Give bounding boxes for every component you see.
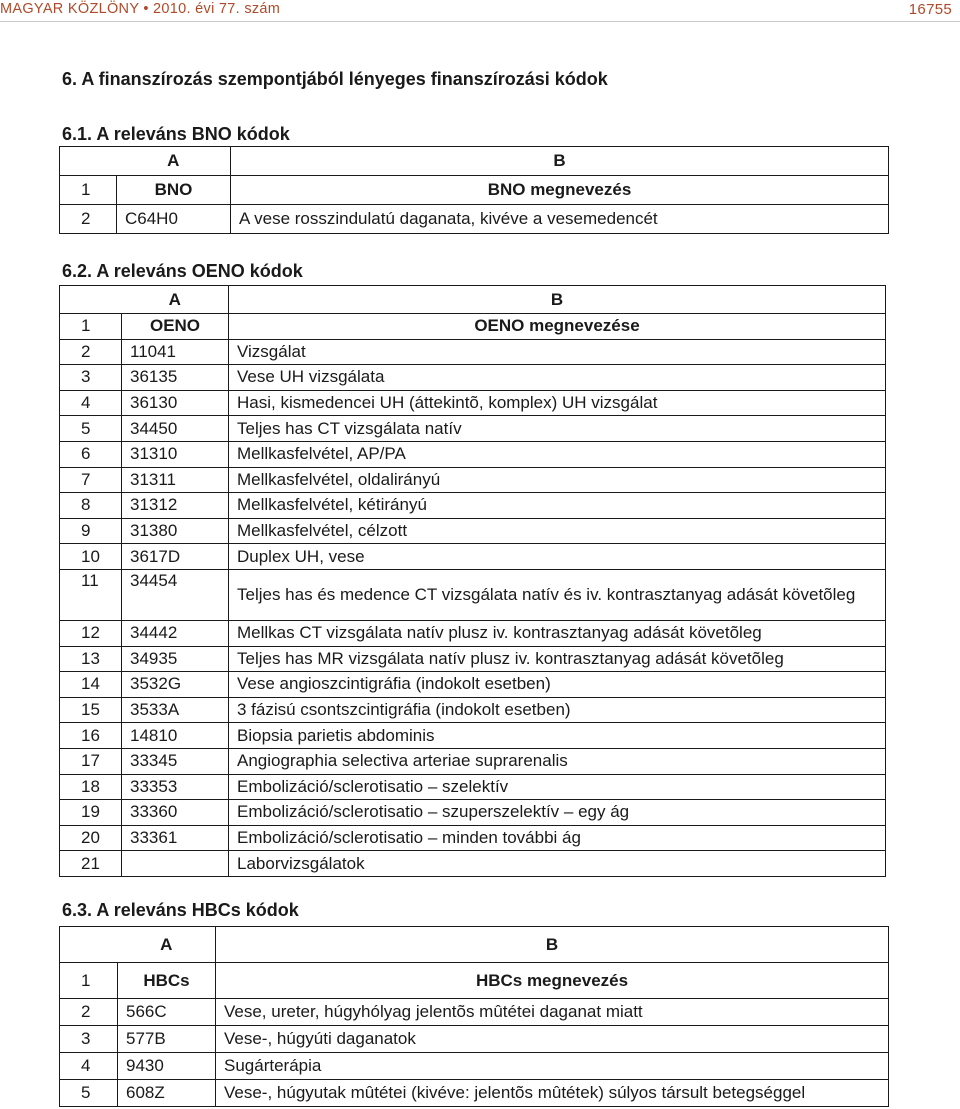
page-number: 16755 bbox=[908, 1, 952, 18]
oeno-column-header-row bbox=[60, 286, 886, 314]
row-number: 6 bbox=[60, 441, 122, 467]
bno-table bbox=[59, 146, 889, 234]
row-name: Embolizáció/sclerotisatio – szelektív bbox=[229, 774, 886, 800]
row-name: Teljes has és medence CT vizsgálata natív és iv. kontrasztanyag adását követõleg bbox=[229, 569, 886, 620]
hbcs-column-header-row bbox=[60, 927, 889, 963]
table-row bbox=[60, 999, 889, 1026]
row-number-header bbox=[60, 147, 117, 176]
row-code: 34450 bbox=[122, 416, 229, 442]
row-name: Mellkasfelvétel, kétirányú bbox=[229, 493, 886, 519]
row-number: 2 bbox=[60, 339, 122, 365]
row-code: 3532G bbox=[122, 672, 229, 698]
row-code: 9430 bbox=[118, 1053, 216, 1080]
row-number: 2 bbox=[60, 205, 117, 234]
row-name: Embolizáció/sclerotisatio – minden további ág bbox=[229, 825, 886, 851]
row-number: 4 bbox=[60, 390, 122, 416]
table-row bbox=[60, 748, 886, 774]
table-row bbox=[60, 672, 886, 698]
row-name: Embolizáció/sclerotisatio – szuperszelektív – egy ág bbox=[229, 800, 886, 826]
oeno-table-title: 6.2. A releváns OENO kódok bbox=[62, 261, 303, 281]
table-row bbox=[60, 620, 886, 646]
code-column-label: HBCs bbox=[118, 963, 216, 999]
row-number: 5 bbox=[60, 416, 122, 442]
row-number: 10 bbox=[60, 544, 122, 570]
row-number: 9 bbox=[60, 518, 122, 544]
row-number: 16 bbox=[60, 723, 122, 749]
table-row bbox=[60, 1053, 889, 1080]
row-name: Vese angioszcintigráfia (indokolt esetben) bbox=[229, 672, 886, 698]
table-row bbox=[60, 1080, 889, 1107]
page-header bbox=[0, 0, 960, 20]
table-row bbox=[60, 723, 886, 749]
header-rule bbox=[0, 21, 960, 22]
row-number: 20 bbox=[60, 825, 122, 851]
row-number: 1 bbox=[60, 314, 122, 340]
row-number: 21 bbox=[60, 851, 122, 877]
row-name: Biopsia parietis abdominis bbox=[229, 723, 886, 749]
row-name: 3 fázisú csontszcintigráfia (indokolt esetben) bbox=[229, 697, 886, 723]
row-number: 15 bbox=[60, 697, 122, 723]
section-title: 6. A finanszírozás szempontjából lényeges finanszírozási kódok bbox=[62, 69, 608, 89]
row-number: 17 bbox=[60, 748, 122, 774]
row-name: Hasi, kismedencei UH (áttekintõ, komplex) UH vizsgálat bbox=[229, 390, 886, 416]
row-code: 14810 bbox=[122, 723, 229, 749]
row-code: 31310 bbox=[122, 441, 229, 467]
row-name: Vizsgálat bbox=[229, 339, 886, 365]
row-code: 3617D bbox=[122, 544, 229, 570]
hbcs-table bbox=[59, 926, 889, 1107]
table-row bbox=[60, 825, 886, 851]
table-row bbox=[60, 774, 886, 800]
bno-column-header-row bbox=[60, 147, 889, 176]
row-number: 5 bbox=[60, 1080, 118, 1107]
table-row bbox=[60, 365, 886, 391]
table-row bbox=[60, 441, 886, 467]
table-row bbox=[60, 697, 886, 723]
row-code: 33345 bbox=[122, 748, 229, 774]
row-name: Laborvizsgálatok bbox=[229, 851, 886, 877]
row-code: 33353 bbox=[122, 774, 229, 800]
row-code: 34935 bbox=[122, 646, 229, 672]
row-number: 13 bbox=[60, 646, 122, 672]
row-number: 12 bbox=[60, 620, 122, 646]
hbcs-field-header-row bbox=[60, 963, 889, 999]
row-name: Mellkasfelvétel, AP/PA bbox=[229, 441, 886, 467]
row-name: Mellkasfelvétel, célzott bbox=[229, 518, 886, 544]
row-number: 2 bbox=[60, 999, 118, 1026]
column-b-header: B bbox=[231, 147, 889, 176]
row-name: Vese-, húgyúti daganatok bbox=[216, 1026, 889, 1053]
row-number: 3 bbox=[60, 365, 122, 391]
table-row bbox=[60, 493, 886, 519]
row-name: Mellkas CT vizsgálata natív plusz iv. kontrasztanyag adását követõleg bbox=[229, 620, 886, 646]
row-number: 7 bbox=[60, 467, 122, 493]
row-number-header bbox=[60, 286, 122, 314]
column-a-header: A bbox=[118, 927, 216, 963]
row-number: 1 bbox=[60, 176, 117, 205]
column-a-header: A bbox=[117, 147, 231, 176]
bno-field-header-row bbox=[60, 176, 889, 205]
row-name: Angiographia selectiva arteriae suprarenalis bbox=[229, 748, 886, 774]
row-name: Sugárterápia bbox=[216, 1053, 889, 1080]
row-number: 18 bbox=[60, 774, 122, 800]
row-name: Vese, ureter, húgyhólyag jelentõs mûtétei daganat miatt bbox=[216, 999, 889, 1026]
table-row bbox=[60, 569, 886, 620]
table-row bbox=[60, 851, 886, 877]
name-column-label: OENO megnevezése bbox=[229, 314, 886, 340]
oeno-table bbox=[59, 285, 886, 877]
row-code: 31380 bbox=[122, 518, 229, 544]
table-row bbox=[60, 518, 886, 544]
row-code bbox=[122, 851, 229, 877]
row-name: Mellkasfelvétel, oldalirányú bbox=[229, 467, 886, 493]
row-code: 11041 bbox=[122, 339, 229, 365]
row-name: Teljes has CT vizsgálata natív bbox=[229, 416, 886, 442]
table-row bbox=[60, 544, 886, 570]
row-number: 3 bbox=[60, 1026, 118, 1053]
row-code: 34442 bbox=[122, 620, 229, 646]
row-code: 33361 bbox=[122, 825, 229, 851]
row-code: 566C bbox=[118, 999, 216, 1026]
row-number: 19 bbox=[60, 800, 122, 826]
publication-title: MAGYAR KÖZLÖNY • 2010. évi 77. szám bbox=[0, 1, 281, 17]
hbcs-table-title: 6.3. A releváns HBCs kódok bbox=[62, 900, 299, 920]
row-code: 33360 bbox=[122, 800, 229, 826]
row-code: 36135 bbox=[122, 365, 229, 391]
table-row bbox=[60, 390, 886, 416]
row-name: A vese rosszindulatú daganata, kivéve a vesemedencét bbox=[231, 205, 889, 234]
row-number: 4 bbox=[60, 1053, 118, 1080]
column-b-header: B bbox=[216, 927, 889, 963]
row-code: 34454 bbox=[122, 569, 229, 620]
bno-table-title: 6.1. A releváns BNO kódok bbox=[62, 124, 290, 144]
table-row bbox=[60, 205, 889, 234]
row-number: 8 bbox=[60, 493, 122, 519]
row-code: C64H0 bbox=[117, 205, 231, 234]
row-number: 1 bbox=[60, 963, 118, 999]
row-name: Vese-, húgyutak mûtétei (kivéve: jelentõs mûtétek) súlyos társult betegséggel bbox=[216, 1080, 889, 1107]
table-row bbox=[60, 1026, 889, 1053]
row-name: Duplex UH, vese bbox=[229, 544, 886, 570]
row-code: 31312 bbox=[122, 493, 229, 519]
table-row bbox=[60, 416, 886, 442]
row-number: 11 bbox=[60, 569, 122, 620]
table-row bbox=[60, 646, 886, 672]
row-code: 3533A bbox=[122, 697, 229, 723]
row-code: 608Z bbox=[118, 1080, 216, 1107]
column-a-header: A bbox=[122, 286, 229, 314]
table-row bbox=[60, 467, 886, 493]
row-code: 577B bbox=[118, 1026, 216, 1053]
code-column-label: BNO bbox=[117, 176, 231, 205]
row-number: 14 bbox=[60, 672, 122, 698]
row-code: 36130 bbox=[122, 390, 229, 416]
table-row bbox=[60, 800, 886, 826]
row-name: Teljes has MR vizsgálata natív plusz iv. kontrasztanyag adását követõleg bbox=[229, 646, 886, 672]
name-column-label: HBCs megnevezés bbox=[216, 963, 889, 999]
table-row bbox=[60, 339, 886, 365]
oeno-field-header-row bbox=[60, 314, 886, 340]
row-name: Vese UH vizsgálata bbox=[229, 365, 886, 391]
code-column-label: OENO bbox=[122, 314, 229, 340]
name-column-label: BNO megnevezés bbox=[231, 176, 889, 205]
row-code: 31311 bbox=[122, 467, 229, 493]
row-number-header bbox=[60, 927, 118, 963]
column-b-header: B bbox=[229, 286, 886, 314]
